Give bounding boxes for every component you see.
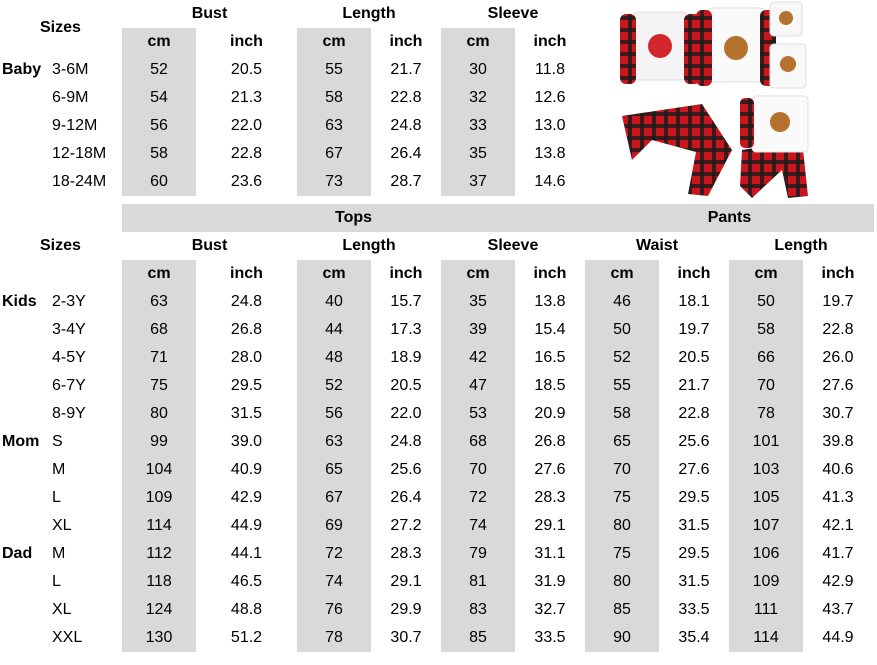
value-cell: 46.5 bbox=[230, 573, 263, 590]
value-cell: 54 bbox=[150, 89, 168, 106]
value-cell: 80 bbox=[613, 517, 631, 534]
value-cell: 106 bbox=[752, 545, 780, 562]
value-cell: 112 bbox=[146, 545, 172, 562]
size-label: 4-5Y bbox=[52, 349, 86, 366]
value-cell: 63 bbox=[325, 433, 343, 450]
unit-inch: inch bbox=[230, 33, 263, 50]
value-cell: 52 bbox=[613, 349, 631, 366]
unit-cm: cm bbox=[466, 265, 490, 282]
value-cell: 37 bbox=[469, 173, 487, 190]
size-label: M bbox=[52, 545, 66, 562]
value-cell: 75 bbox=[150, 377, 168, 394]
value-cell: 71 bbox=[150, 349, 168, 366]
value-cell: 48 bbox=[325, 349, 343, 366]
value-cell: 27.6 bbox=[534, 461, 566, 478]
value-cell: 27.2 bbox=[390, 517, 422, 534]
value-cell: 40.6 bbox=[822, 461, 854, 478]
value-cell: 26.4 bbox=[390, 489, 422, 506]
value-cell: 26.8 bbox=[534, 433, 566, 450]
value-cell: 101 bbox=[752, 433, 780, 450]
value-cell: 50 bbox=[757, 293, 775, 310]
value-cell: 42.9 bbox=[230, 489, 263, 506]
value-cell: 50 bbox=[613, 321, 631, 338]
value-cell: 111 bbox=[753, 601, 779, 618]
group-mom: Mom bbox=[2, 433, 40, 450]
unit-inch: inch bbox=[230, 265, 263, 282]
value-cell: 103 bbox=[752, 461, 780, 478]
value-cell: 130 bbox=[145, 629, 173, 646]
unit-cm: cm bbox=[147, 265, 171, 282]
value-cell: 74 bbox=[325, 573, 343, 590]
value-cell: 35 bbox=[469, 145, 487, 162]
value-cell: 44 bbox=[325, 321, 343, 338]
unit-cm: cm bbox=[466, 33, 490, 50]
unit-cm: cm bbox=[610, 265, 634, 282]
value-cell: 63 bbox=[325, 117, 343, 134]
size-label: L bbox=[52, 573, 61, 590]
value-cell: 31.5 bbox=[678, 517, 710, 534]
header-bust: Bust bbox=[191, 237, 228, 254]
value-cell: 22.8 bbox=[822, 321, 854, 338]
group-dad: Dad bbox=[2, 545, 33, 562]
value-cell: 83 bbox=[469, 601, 487, 618]
value-cell: 20.5 bbox=[390, 377, 422, 394]
kid-top-icon-3 bbox=[740, 96, 808, 152]
value-cell: 35 bbox=[469, 293, 487, 310]
unit-cm: cm bbox=[754, 265, 778, 282]
value-cell: 58 bbox=[150, 145, 168, 162]
value-cell: 60 bbox=[150, 173, 168, 190]
value-cell: 52 bbox=[325, 377, 343, 394]
size-label: XL bbox=[52, 601, 72, 618]
value-cell: 24.8 bbox=[230, 293, 263, 310]
value-cell: 63 bbox=[150, 293, 168, 310]
value-cell: 76 bbox=[325, 601, 343, 618]
value-cell: 21.3 bbox=[230, 89, 263, 106]
value-cell: 22.8 bbox=[230, 145, 263, 162]
value-cell: 78 bbox=[325, 629, 343, 646]
value-cell: 12.6 bbox=[534, 89, 566, 106]
value-cell: 14.6 bbox=[534, 173, 566, 190]
value-cell: 118 bbox=[146, 573, 172, 590]
size-label: M bbox=[52, 461, 66, 478]
value-cell: 31.5 bbox=[678, 573, 710, 590]
value-cell: 24.8 bbox=[390, 117, 422, 134]
kid-top-icon bbox=[770, 2, 802, 36]
unit-inch: inch bbox=[389, 265, 423, 282]
value-cell: 19.7 bbox=[822, 293, 854, 310]
value-cell: 32.7 bbox=[534, 601, 566, 618]
header-bust: Bust bbox=[191, 5, 228, 22]
value-cell: 66 bbox=[757, 349, 775, 366]
value-cell: 81 bbox=[469, 573, 487, 590]
header-length: Length bbox=[342, 237, 396, 254]
value-cell: 30.7 bbox=[822, 405, 854, 422]
value-cell: 72 bbox=[325, 545, 343, 562]
value-cell: 29.1 bbox=[390, 573, 422, 590]
value-cell: 67 bbox=[325, 489, 343, 506]
value-cell: 40.9 bbox=[230, 461, 263, 478]
value-cell: 104 bbox=[145, 461, 173, 478]
value-cell: 55 bbox=[325, 61, 343, 78]
value-cell: 26.4 bbox=[390, 145, 422, 162]
value-cell: 18.5 bbox=[534, 377, 566, 394]
value-cell: 21.7 bbox=[390, 61, 422, 78]
value-cell: 67 bbox=[325, 145, 343, 162]
unit-inch: inch bbox=[533, 265, 567, 282]
size-label: 3-4Y bbox=[52, 321, 86, 338]
value-cell: 75 bbox=[613, 545, 631, 562]
value-cell: 22.8 bbox=[678, 405, 710, 422]
value-cell: 25.6 bbox=[390, 461, 422, 478]
header-waist: Waist bbox=[635, 237, 679, 254]
value-cell: 30.7 bbox=[390, 629, 422, 646]
value-cell: 75 bbox=[613, 489, 631, 506]
value-cell: 20.5 bbox=[230, 61, 263, 78]
size-label: 18-24M bbox=[52, 173, 107, 190]
unit-inch: inch bbox=[389, 33, 423, 50]
value-cell: 109 bbox=[752, 573, 780, 590]
sizes-label: Sizes bbox=[40, 237, 81, 254]
group-kids: Kids bbox=[2, 293, 37, 310]
value-cell: 40 bbox=[325, 293, 343, 310]
value-cell: 99 bbox=[150, 433, 168, 450]
value-cell: 70 bbox=[613, 461, 631, 478]
value-cell: 46 bbox=[613, 293, 631, 310]
value-cell: 29.9 bbox=[390, 601, 422, 618]
value-cell: 26.8 bbox=[230, 321, 263, 338]
value-cell: 18.1 bbox=[678, 293, 710, 310]
value-cell: 33 bbox=[469, 117, 487, 134]
value-cell: 13.8 bbox=[534, 293, 566, 310]
value-cell: 58 bbox=[613, 405, 631, 422]
adult-top-icon bbox=[620, 12, 700, 84]
value-cell: 29.5 bbox=[678, 545, 710, 562]
value-cell: 58 bbox=[757, 321, 775, 338]
value-cell: 42.1 bbox=[822, 517, 854, 534]
value-cell: 39 bbox=[469, 321, 487, 338]
value-cell: 80 bbox=[150, 405, 168, 422]
value-cell: 19.7 bbox=[678, 321, 710, 338]
value-cell: 41.7 bbox=[822, 545, 854, 562]
value-cell: 48.8 bbox=[230, 601, 263, 618]
value-cell: 20.9 bbox=[534, 405, 566, 422]
value-cell: 73 bbox=[325, 173, 343, 190]
value-cell: 56 bbox=[325, 405, 343, 422]
value-cell: 15.7 bbox=[390, 293, 422, 310]
value-cell: 51.2 bbox=[230, 629, 263, 646]
value-cell: 107 bbox=[752, 517, 780, 534]
header-sleeve: Sleeve bbox=[487, 5, 539, 22]
value-cell: 22.8 bbox=[390, 89, 422, 106]
value-cell: 30 bbox=[469, 61, 487, 78]
value-cell: 13.8 bbox=[534, 145, 566, 162]
value-cell: 31.9 bbox=[534, 573, 566, 590]
value-cell: 29.5 bbox=[230, 377, 263, 394]
unit-cm: cm bbox=[147, 33, 171, 50]
value-cell: 29.5 bbox=[678, 489, 710, 506]
size-label: 2-3Y bbox=[52, 293, 86, 310]
value-cell: 53 bbox=[469, 405, 487, 422]
value-cell: 68 bbox=[150, 321, 168, 338]
value-cell: 17.3 bbox=[390, 321, 422, 338]
value-cell: 44.1 bbox=[230, 545, 263, 562]
value-cell: 58 bbox=[325, 89, 343, 106]
value-cell: 55 bbox=[613, 377, 631, 394]
tops-label: Tops bbox=[334, 209, 373, 226]
value-cell: 18.9 bbox=[390, 349, 422, 366]
value-cell: 21.7 bbox=[678, 377, 710, 394]
value-cell: 70 bbox=[757, 377, 775, 394]
kid-top-icon-2 bbox=[770, 44, 806, 88]
value-cell: 85 bbox=[469, 629, 487, 646]
size-label: 6-7Y bbox=[52, 377, 86, 394]
value-cell: 28.7 bbox=[390, 173, 422, 190]
value-cell: 32 bbox=[469, 89, 487, 106]
value-cell: 78 bbox=[757, 405, 775, 422]
value-cell: 39.8 bbox=[822, 433, 854, 450]
value-cell: 41.3 bbox=[822, 489, 854, 506]
value-cell: 28.3 bbox=[534, 489, 566, 506]
value-cell: 25.6 bbox=[678, 433, 710, 450]
value-cell: 74 bbox=[469, 517, 487, 534]
value-cell: 114 bbox=[146, 517, 172, 534]
value-cell: 70 bbox=[469, 461, 487, 478]
header-length: Length bbox=[342, 5, 396, 22]
value-cell: 33.5 bbox=[678, 601, 710, 618]
value-cell: 31.5 bbox=[230, 405, 263, 422]
value-cell: 28.0 bbox=[230, 349, 263, 366]
value-cell: 68 bbox=[469, 433, 487, 450]
size-label: XXL bbox=[52, 629, 83, 646]
value-cell: 11.8 bbox=[535, 61, 565, 78]
adult-top-icon-2 bbox=[696, 8, 776, 86]
size-label: 3-6M bbox=[52, 61, 89, 78]
size-label: XL bbox=[52, 517, 72, 534]
value-cell: 43.7 bbox=[822, 601, 854, 618]
value-cell: 39.0 bbox=[230, 433, 263, 450]
value-cell: 23.6 bbox=[230, 173, 263, 190]
value-cell: 72 bbox=[469, 489, 487, 506]
value-cell: 90 bbox=[613, 629, 631, 646]
value-cell: 42.9 bbox=[822, 573, 854, 590]
value-cell: 26.0 bbox=[822, 349, 854, 366]
value-cell: 56 bbox=[150, 117, 168, 134]
header-length: Length bbox=[774, 237, 828, 254]
value-cell: 109 bbox=[145, 489, 173, 506]
value-cell: 13.0 bbox=[534, 117, 566, 134]
value-cell: 27.6 bbox=[822, 377, 854, 394]
size-label: 12-18M bbox=[52, 145, 107, 162]
value-cell: 28.3 bbox=[390, 545, 422, 562]
unit-cm: cm bbox=[322, 33, 346, 50]
group-baby: Baby bbox=[2, 61, 42, 78]
unit-cm: cm bbox=[322, 265, 346, 282]
value-cell: 85 bbox=[613, 601, 631, 618]
value-cell: 22.0 bbox=[230, 117, 263, 134]
value-cell: 69 bbox=[325, 517, 343, 534]
value-cell: 52 bbox=[150, 61, 168, 78]
value-cell: 22.0 bbox=[390, 405, 422, 422]
value-cell: 15.4 bbox=[534, 321, 566, 338]
size-label: 9-12M bbox=[52, 117, 98, 134]
unit-inch: inch bbox=[821, 265, 855, 282]
pants-label: Pants bbox=[707, 209, 752, 226]
unit-inch: inch bbox=[677, 265, 711, 282]
unit-inch: inch bbox=[533, 33, 567, 50]
value-cell: 35.4 bbox=[678, 629, 710, 646]
value-cell: 16.5 bbox=[534, 349, 566, 366]
value-cell: 47 bbox=[469, 377, 487, 394]
value-cell: 27.6 bbox=[678, 461, 710, 478]
value-cell: 33.5 bbox=[534, 629, 566, 646]
value-cell: 105 bbox=[752, 489, 780, 506]
value-cell: 65 bbox=[325, 461, 343, 478]
value-cell: 20.5 bbox=[678, 349, 710, 366]
value-cell: 42 bbox=[469, 349, 487, 366]
sizes-label: Sizes bbox=[40, 19, 81, 36]
value-cell: 44.9 bbox=[822, 629, 854, 646]
size-label: 6-9M bbox=[52, 89, 89, 106]
value-cell: 114 bbox=[753, 629, 779, 646]
value-cell: 29.1 bbox=[534, 517, 566, 534]
size-label: S bbox=[52, 433, 63, 450]
value-cell: 80 bbox=[613, 573, 631, 590]
size-label: L bbox=[52, 489, 61, 506]
value-cell: 24.8 bbox=[390, 433, 422, 450]
value-cell: 79 bbox=[469, 545, 487, 562]
product-photo bbox=[612, 0, 812, 200]
value-cell: 124 bbox=[145, 601, 173, 618]
size-label: 8-9Y bbox=[52, 405, 86, 422]
value-cell: 31.1 bbox=[534, 545, 566, 562]
value-cell: 44.9 bbox=[230, 517, 263, 534]
header-sleeve: Sleeve bbox=[487, 237, 539, 254]
value-cell: 65 bbox=[613, 433, 631, 450]
